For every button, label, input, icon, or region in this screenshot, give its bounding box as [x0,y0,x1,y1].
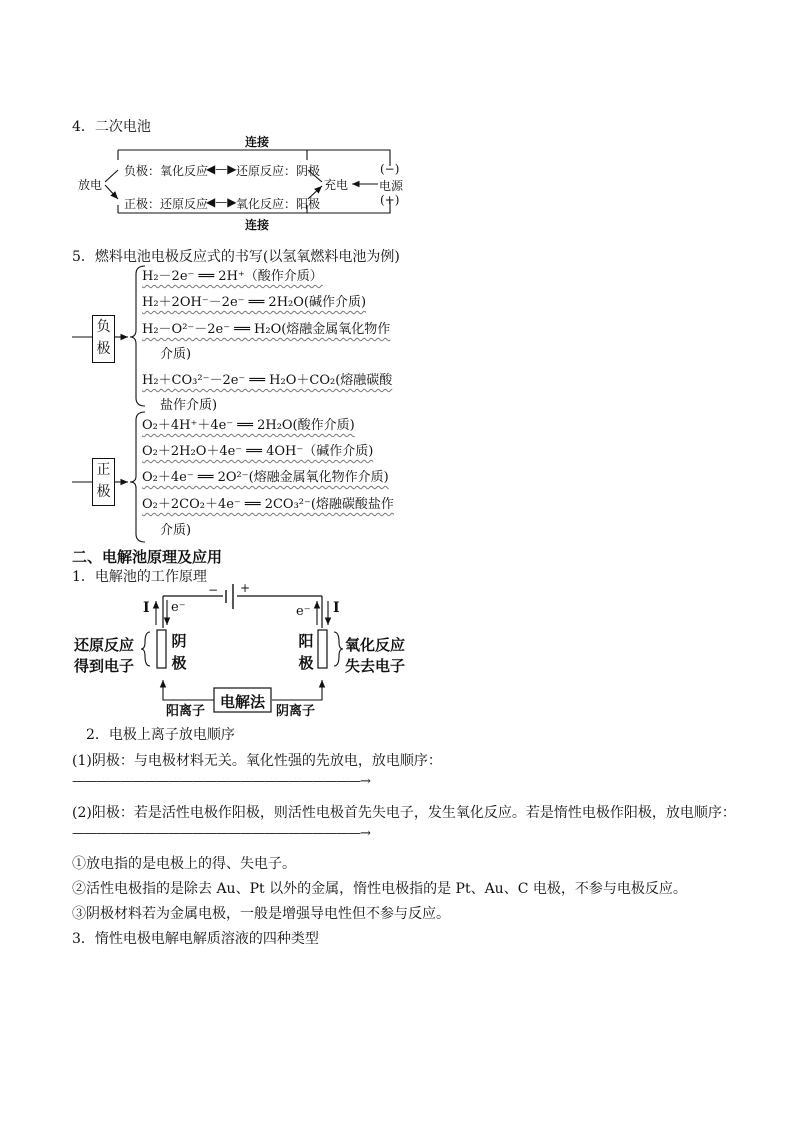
neg-arrow: ◀—▶ [206,162,237,176]
part2-sub1: 1．电解池的工作原理 [72,569,207,585]
anode-order-text: (2)阳极：若是活性电极作阳极，则活性电极首先失电子，发生氧化反应。若是惰性电极作阳极，放电顺序： [72,805,736,821]
pos-eq-carbonate: O₂＋2CO₂＋4e⁻ ══ 2CO₃²⁻(熔融碳酸盐作 [142,497,394,512]
part2-heading: 二、电解池原理及应用 [72,548,223,566]
connect-bottom-label: 连接 [245,218,270,232]
neg-eq-carbonate-cont: 盐作介质) [160,398,218,413]
reduction-label: 还原反应 [74,636,135,654]
electron-left: e⁻ [171,600,186,615]
neg-eq-oxide: H₂－O²⁻－2e⁻ ══ H₂O(熔融金属氧化物作 [142,322,391,337]
neg-right-label: 还原反应：阴极 [236,164,321,178]
oxidation-label: 氧化反应 [345,636,406,654]
anion-label: 阴离子 [276,704,316,719]
neg-eq-base: H₂＋2OH⁻－2e⁻ ══ 2H₂O(碱作介质) [142,295,367,310]
part2-sub3: 3．惰性电极电解电解质溶液的四种类型 [72,931,319,947]
section4-heading: 4．二次电池 [72,119,151,135]
current-right: I [333,600,340,616]
cathode-order-text: (1)阴极：与电极材料无关。氧化性强的先放电，放电顺序： [72,753,442,769]
pos-eq-acid: O₂＋4H⁺＋4e⁻ ══ 2H₂O(酸作介质) [142,418,355,433]
power-plus: (+) [380,193,400,207]
cation-label: 阳离子 [166,704,206,719]
discharge-label: 放电 [78,178,103,192]
note-2: ②活性电极指的是除去 Au、Pt 以外的金属，惰性电极指的是 Pt、Au、C 电极，不参与电极反应。 [72,881,687,897]
pos-eq-base: O₂＋2H₂O＋4e⁻ ══ 4OH⁻（碱作介质) [142,444,374,459]
power-label: 电源 [379,179,404,193]
gain-electrons-label: 得到电子 [74,657,135,675]
cathode-order-blank: ————————————————————————→ [72,774,370,789]
part2-sub2: 2．电极上离子放电顺序 [86,727,235,743]
neg-eq-carbonate: H₂＋CO₃²⁻－2e⁻ ══ H₂O＋CO₂(熔融碳酸 [142,373,393,388]
anode-label: 阳极 [298,632,314,672]
positive-electrode-label: 正极 [96,462,111,500]
note-3: ③阴极材料若为金属电极，一般是增强导电性但不参与反应。 [72,906,450,922]
pos-right-label: 氧化反应：阳极 [236,197,321,211]
note-1: ①放电指的是电极上的得、失电子。 [72,856,296,872]
electrolyte-label: 电解法 [220,693,266,711]
anode-order-blank: ————————————————————————→ [72,826,370,841]
pos-arrow: ◀—▶ [206,195,237,209]
neg-eq-oxide-cont: 介质) [160,347,192,362]
power-minus: (−) [380,162,400,176]
charge-label: 充电 [324,178,349,192]
electron-right: e⁻ [296,604,311,619]
neg-left-label: 负极：氧化反应 [124,164,209,178]
section5-heading: 5．燃料电池电极反应式的书写(以氢氧燃料电池为例) [72,249,400,265]
negative-electrode-label: 负极 [96,319,111,357]
cathode-label: 阴极 [171,632,187,672]
current-left: I [143,600,150,616]
battery-plus: + [240,581,251,595]
pos-left-label: 正极：还原反应 [124,197,209,211]
pos-eq-carbonate-cont: 介质) [160,523,192,538]
neg-eq-acid: H₂－2e⁻ ══ 2H⁺（酸作介质） [142,269,323,284]
connect-top-label: 连接 [245,135,270,149]
battery-minus: − [208,583,219,597]
lose-electrons-label: 失去电子 [345,657,406,675]
pos-eq-oxide: O₂＋4e⁻ ══ 2O²⁻(熔融金属氧化物作介质) [142,470,389,485]
